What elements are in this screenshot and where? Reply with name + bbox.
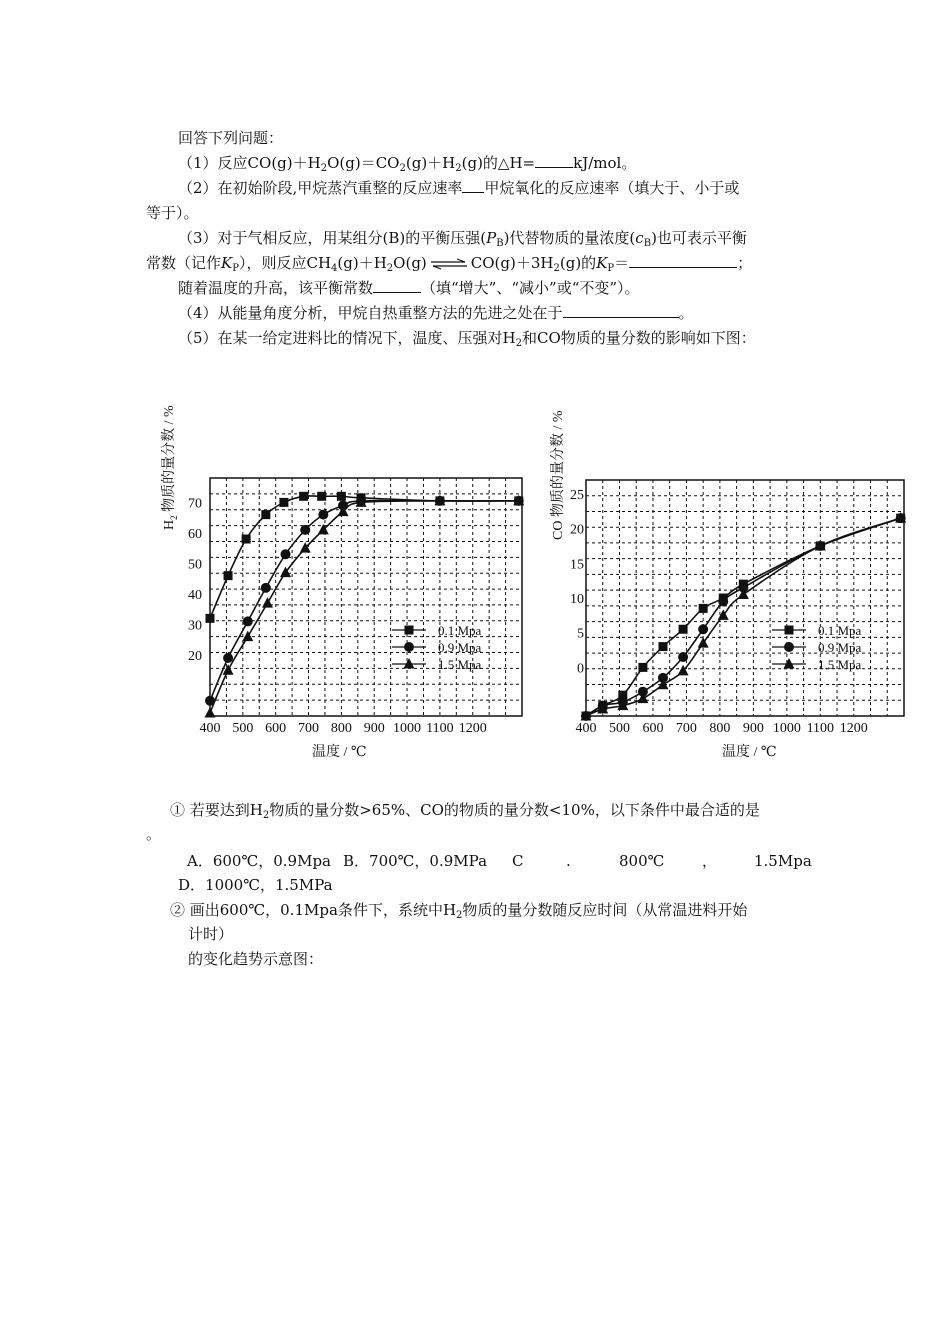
y-tick-label: 5 bbox=[577, 626, 584, 642]
legend-label: 1.5 Mpa bbox=[438, 657, 482, 672]
data-point-circle bbox=[281, 549, 291, 559]
sub-question-2 bbox=[170, 900, 747, 920]
y-tick-label: 20 bbox=[570, 522, 584, 538]
x-tick-label: 700 bbox=[675, 721, 697, 736]
sub-question-1-cont bbox=[146, 824, 161, 844]
c2-text: 计时） bbox=[188, 925, 234, 943]
y-tick-label: 70 bbox=[188, 496, 202, 512]
x-tick-label: 600 bbox=[265, 721, 287, 736]
data-point-square bbox=[699, 604, 708, 613]
option-c-dot: . bbox=[566, 852, 571, 870]
y-axis-label: CO 物质的量分数 / % bbox=[551, 410, 566, 540]
x-axis-label: 温度 / ℃ bbox=[312, 745, 367, 760]
y-tick-label: 20 bbox=[188, 648, 202, 664]
intro-text: 回答下列问题： bbox=[178, 129, 284, 147]
x-tick-label: 1000 bbox=[772, 721, 801, 736]
q1-sub: 2 bbox=[320, 163, 328, 174]
q3-sub: P bbox=[232, 263, 239, 274]
h2-fraction-chart bbox=[160, 405, 524, 760]
legend-label: 0.9 Mpa bbox=[438, 640, 482, 655]
y-axis-label: $H_2$ 物质的量分数 / % bbox=[162, 405, 179, 530]
x-tick-label: 700 bbox=[298, 721, 320, 736]
q2-text: 甲烷氧化的反应速率（填大于、小于或 bbox=[484, 179, 740, 197]
q3-text: )也可表示平衡 bbox=[651, 229, 747, 247]
data-point-circle bbox=[261, 583, 271, 593]
legend-square-marker bbox=[405, 626, 414, 635]
legend-triangle-marker bbox=[784, 658, 795, 669]
y-tick-label: 40 bbox=[188, 587, 202, 603]
option-a: A．600℃，0.9Mpa bbox=[187, 852, 332, 870]
q5-sub: 2 bbox=[515, 338, 523, 349]
data-point-circle bbox=[678, 652, 688, 662]
legend-label: 1.5 Mpa bbox=[818, 657, 862, 672]
data-point-square bbox=[337, 492, 346, 501]
option-c-comma: ， bbox=[702, 852, 718, 870]
data-point-circle bbox=[318, 510, 328, 520]
data-point-triangle bbox=[205, 707, 216, 718]
data-point-square bbox=[638, 663, 647, 672]
q3-sub: 2 bbox=[386, 263, 394, 274]
chart-markers bbox=[581, 512, 907, 721]
data-point-square bbox=[299, 492, 308, 501]
c1-sub: 2 bbox=[262, 810, 270, 821]
data-point-triangle bbox=[262, 597, 273, 608]
q3-text: (g)＋H bbox=[337, 254, 387, 272]
x-tick-label: 500 bbox=[608, 721, 630, 736]
y-tick-label: 60 bbox=[188, 526, 202, 542]
q3-var: c bbox=[635, 229, 644, 247]
x-tick-label: 900 bbox=[363, 721, 385, 736]
y-tick-label: 15 bbox=[570, 557, 584, 573]
x-tick-label: 400 bbox=[199, 721, 221, 736]
x-tick-label: 800 bbox=[709, 721, 731, 736]
sub-question-1 bbox=[170, 800, 760, 820]
q5-text: 和CO物质的量分数的影响如下图： bbox=[522, 329, 756, 347]
x-tick-label: 500 bbox=[232, 721, 254, 736]
legend-label: 0.9 Mpa bbox=[818, 640, 862, 655]
q3-text: 随着温度的升高，该平衡常数 bbox=[178, 279, 374, 297]
q1-text: (g)的△H= bbox=[461, 154, 536, 172]
c1-text: 。 bbox=[146, 825, 162, 843]
q1-sub: 2 bbox=[455, 163, 462, 174]
data-point-square bbox=[279, 498, 288, 507]
q3-var: P bbox=[486, 229, 497, 247]
legend-circle-marker bbox=[404, 642, 414, 652]
x-axis-label: 温度 / ℃ bbox=[722, 745, 777, 760]
data-point-circle bbox=[205, 696, 215, 706]
q1-text: O(g)＝CO bbox=[327, 154, 400, 172]
x-tick-labels bbox=[200, 721, 487, 736]
q3-text: ； bbox=[737, 254, 753, 272]
y-tick-label: 50 bbox=[188, 557, 202, 573]
q1-text: kJ/mol。 bbox=[573, 154, 637, 172]
x-tick-label: 1000 bbox=[393, 721, 422, 736]
legend-triangle-marker bbox=[404, 658, 415, 669]
y-tick-label: 30 bbox=[188, 618, 202, 634]
q3-text: O(g) bbox=[393, 254, 427, 272]
c2-text: 物质的量分数随反应时间（从常温进料开始 bbox=[462, 901, 748, 919]
q3-var: K bbox=[221, 254, 233, 272]
q3-text: （3）对于气相反应，用某组分(B)的平衡压强( bbox=[178, 229, 487, 247]
data-point-square bbox=[242, 535, 251, 544]
x-tick-label: 900 bbox=[742, 721, 764, 736]
q3-sub: P bbox=[607, 263, 615, 274]
q3-text: )代替物质的量浓度( bbox=[503, 229, 636, 247]
q3-var: K bbox=[596, 254, 608, 272]
q3-text: CO(g)＋3H bbox=[470, 254, 554, 272]
legend-square-marker bbox=[785, 626, 794, 635]
data-point-square bbox=[224, 571, 233, 580]
x-tick-labels bbox=[576, 721, 868, 736]
q5-text: （5）在某一给定进料比的情况下，温度、压强对H bbox=[178, 329, 516, 347]
chart-legend bbox=[392, 623, 482, 672]
data-point-circle bbox=[243, 616, 253, 626]
x-tick-label: 1100 bbox=[806, 721, 835, 736]
data-point-square bbox=[679, 625, 688, 634]
q4-text: （4）从能量角度分析，甲烷自热重整方法的先进之处在于 bbox=[178, 304, 563, 322]
c2-text: 的变化趋势示意图： bbox=[188, 950, 324, 968]
c1-text: 物质的量分数>65%、CO的物质的量分数<10%，以下条件中最合适的是 bbox=[269, 801, 760, 819]
data-point-circle bbox=[300, 525, 310, 535]
q2-text: （2）在初始阶段,甲烷蒸汽重整的反应速率 bbox=[178, 179, 463, 197]
q3-sub: 4 bbox=[331, 263, 338, 274]
q3-text: ），则反应CH bbox=[238, 254, 332, 272]
q1-text: （1）反应CO(g)＋H bbox=[178, 154, 321, 172]
chart-frame bbox=[210, 478, 522, 716]
y-tick-label: 0 bbox=[577, 661, 584, 677]
c1-text: ① 若要达到H bbox=[170, 801, 263, 819]
sub-question-2-cont2 bbox=[188, 949, 323, 969]
data-point-square bbox=[317, 492, 326, 501]
y-tick-labels bbox=[188, 496, 202, 664]
x-tick-label: 400 bbox=[575, 721, 597, 736]
data-point-square bbox=[261, 510, 270, 519]
data-point-triangle bbox=[242, 631, 253, 642]
x-tick-label: 1100 bbox=[426, 721, 454, 736]
q3-sub: 2 bbox=[553, 263, 560, 274]
x-tick-label: 800 bbox=[330, 721, 352, 736]
y-tick-label: 25 bbox=[570, 487, 584, 503]
q3-text: ＝ bbox=[614, 254, 630, 272]
q2-text: 等于）。 bbox=[146, 204, 199, 222]
y-tick-label: 10 bbox=[570, 592, 584, 607]
q1-text: (g)＋H bbox=[405, 154, 456, 172]
q3-text: （填“增大”、“减小”或“不变”）。 bbox=[421, 279, 640, 297]
x-tick-label: 1200 bbox=[458, 721, 487, 736]
data-point-square bbox=[206, 614, 215, 623]
option-c-letter: C bbox=[512, 852, 524, 870]
x-tick-label: 600 bbox=[642, 721, 664, 736]
c2-sub: 2 bbox=[456, 910, 463, 921]
legend-label: 0.1 Mpa bbox=[818, 623, 862, 638]
y-tick-labels bbox=[570, 488, 584, 677]
legend-label: 0.1 Mpa bbox=[438, 623, 482, 638]
q3-sub: B bbox=[496, 238, 504, 249]
x-tick-label: 1200 bbox=[839, 721, 868, 736]
chart-grid bbox=[210, 478, 522, 716]
q3-text: (g)的 bbox=[559, 254, 597, 272]
q1-sub: 2 bbox=[399, 163, 406, 174]
q3-sub: B bbox=[643, 238, 652, 249]
co-fraction-chart bbox=[549, 410, 906, 760]
data-point-square bbox=[658, 642, 667, 651]
data-point-circle bbox=[698, 624, 708, 634]
q4-text: 。 bbox=[678, 304, 694, 322]
sub-question-2-cont bbox=[188, 924, 233, 944]
q3-text: 常数（记作 bbox=[146, 254, 222, 272]
chart-legend bbox=[772, 623, 862, 672]
c2-text: ② 画出600℃，0.1Mpa条件下，系统中H bbox=[170, 901, 457, 919]
data-point-circle bbox=[718, 596, 728, 606]
data-point-circle bbox=[223, 653, 233, 663]
option-d: D．1000℃，1.5MPa bbox=[178, 876, 333, 894]
option-c-temp: 800℃ bbox=[619, 852, 665, 870]
option-b: B．700℃，0.9MPa bbox=[343, 852, 488, 870]
legend-circle-marker bbox=[784, 642, 794, 652]
option-c-pressure: 1.5Mpa bbox=[754, 852, 812, 870]
